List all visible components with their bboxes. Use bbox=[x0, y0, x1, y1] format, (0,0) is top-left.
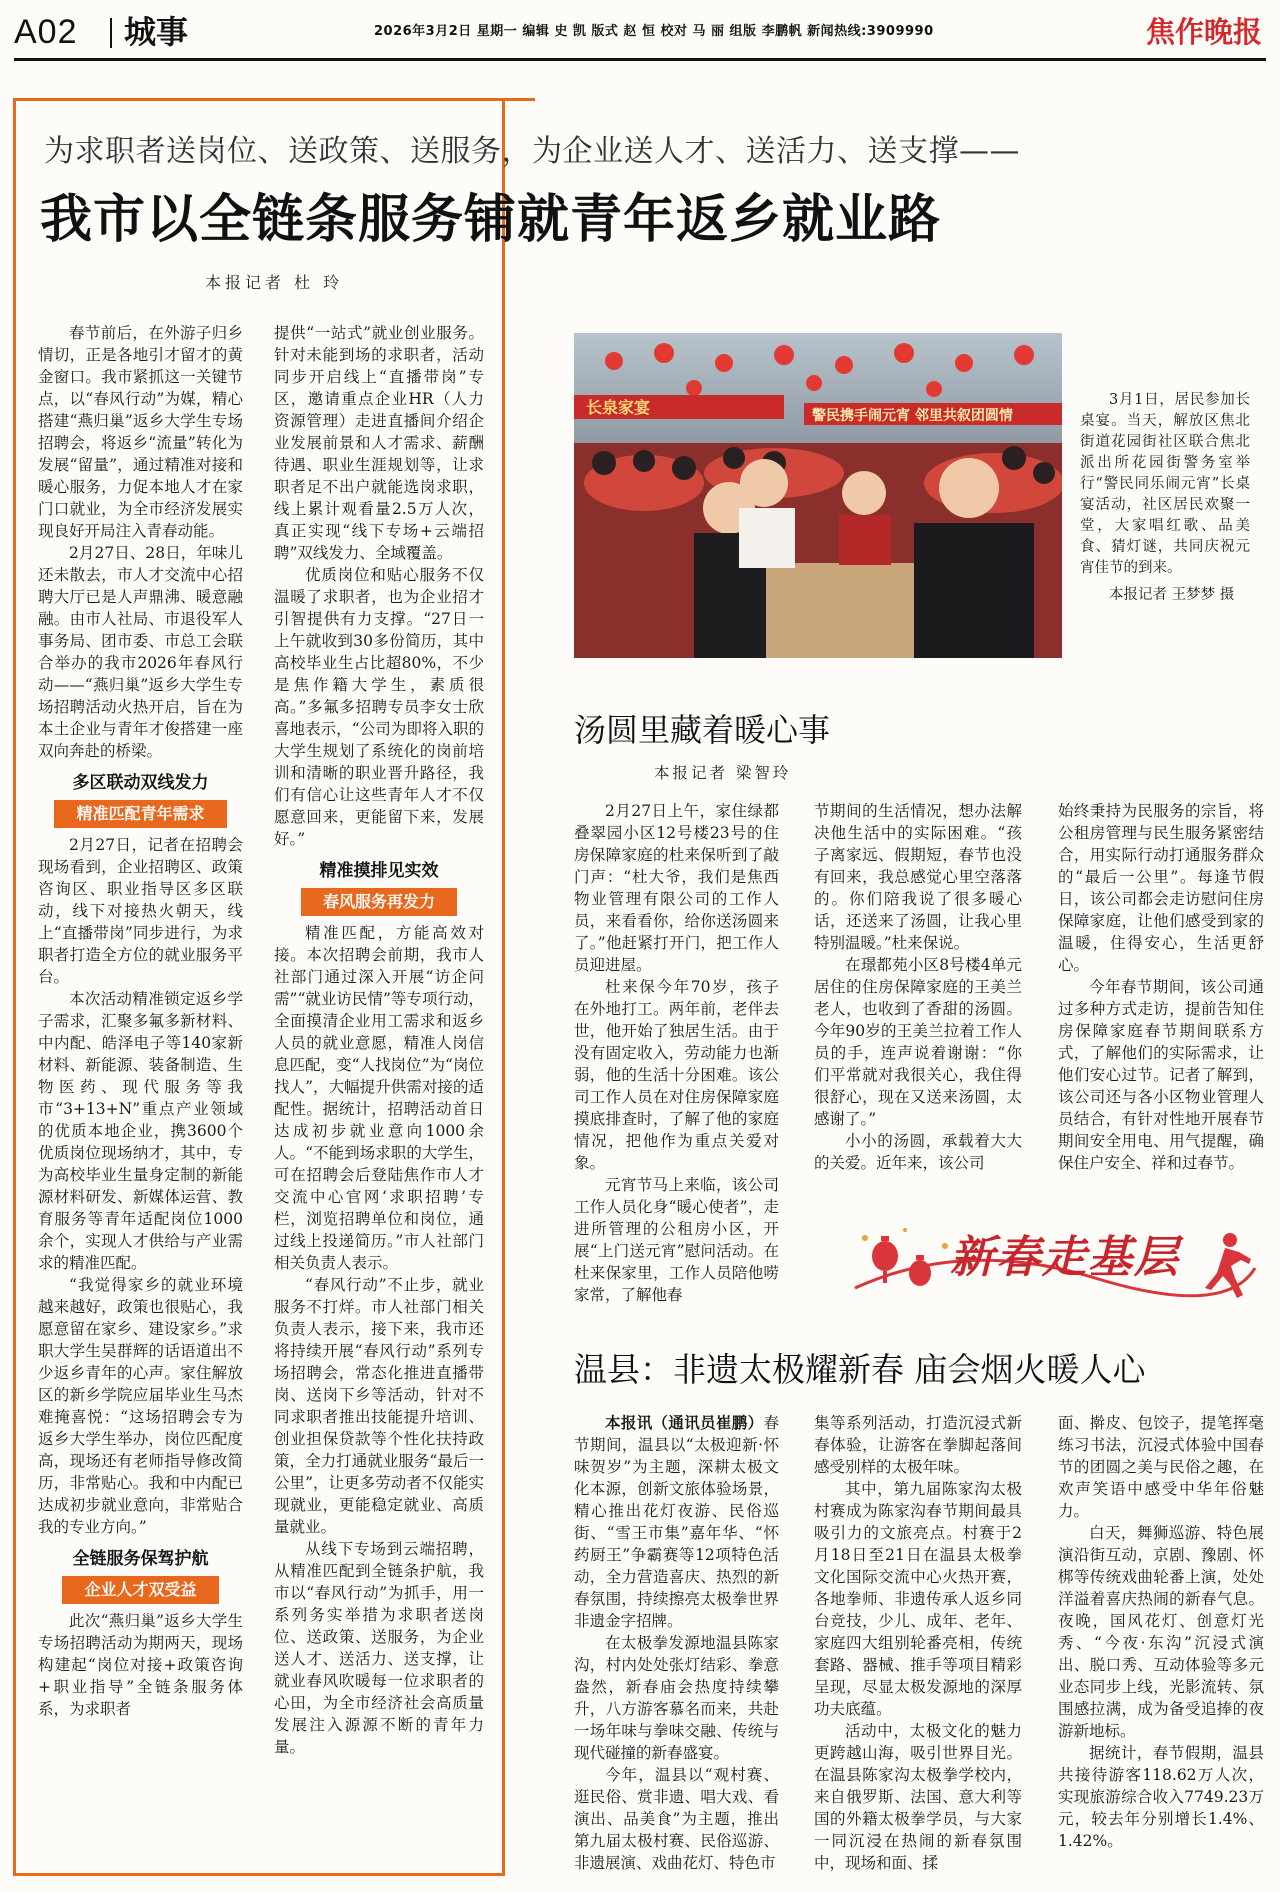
paragraph: 据统计，春节假期，温县共接待游客118.62万人次，实现旅游综合收入7749.23万元，较去年分别增长1.4%、1.42%。 bbox=[1058, 1744, 1264, 1850]
paragraph: 今年，温县以“观村赛、逛民俗、赏非遗、唱大戏、看演出、品美食”为主题，推出第九届太极村赛、民俗巡游、非遗展演、戏曲花灯、特色市 bbox=[574, 1766, 779, 1872]
paragraph: 始终秉持为民服务的宗旨，将公租房管理与民生服务紧密结合，用实际行动打通服务群众的“最后一公里”。每逢节假日，该公司都会走访慰问住房保障家庭，让他们感受到家的温暖，住得安心，生活更舒心。 bbox=[1058, 802, 1264, 974]
subhead-title: 全链服务保驾护航 bbox=[72, 1549, 209, 1569]
subhead bbox=[274, 858, 484, 916]
photo-credit: 本报记者 王梦梦 摄 bbox=[1109, 587, 1235, 603]
wenxian-column-3 bbox=[1058, 1412, 1264, 1852]
paragraph: 从线下专场到云端招聘，从精准匹配到全链条护航，我市以“春风行动”为抓手，用一系列务实举措为求职者送岗位、送政策、送服务，为企业送人才、送活力、送支撑，让就业春风吹暖每一位求职者的心田，为全市经济社会高质量发展注入源源不断的青年力量。 bbox=[274, 1540, 484, 1756]
wenxian-column-2 bbox=[814, 1412, 1022, 1874]
lead-column-1 bbox=[38, 322, 243, 1720]
paragraph: 活动中，太极文化的魅力更跨越山海，吸引世界目光。在温县陈家沟太极拳学校内，来自俄罗斯、法国、意大利等国的外籍太极拳学员，与大家一同沉浸在热闹的新春氛围中，现场和面、揉 bbox=[814, 1722, 1022, 1872]
paragraph: 杜来保今年70岁，孩子在外地打工。两年前，老伴去世，他开始了独居生活。由于没有固定收入，劳动能力也渐弱，他的生活十分困难。该公司工作人员在对住房保障家庭摸底排查时，了解了他的家庭情况，把他作为重点关爱对象。 bbox=[574, 978, 779, 1172]
tangyuan-column-3 bbox=[1058, 800, 1264, 1174]
photo-banner-right-text: 警民携手闹元宵 邻里共叙团圆情 bbox=[812, 408, 1013, 424]
subhead-tag: 春风服务再发力 bbox=[301, 888, 457, 916]
tangyuan-byline: 本报记者 梁智玲 bbox=[654, 764, 792, 782]
photo-caption bbox=[1080, 390, 1250, 606]
paragraph: 此次“燕归巢”返乡大学生专场招聘活动为期两天，现场构建起“岗位对接+政策咨询+职业指导”全链条服务体系，为求职者 bbox=[38, 1612, 243, 1718]
runner-icon bbox=[1205, 1233, 1251, 1298]
paragraph: 精准匹配，方能高效对接。本次招聘会前期，我市人社部门通过深入开展“访企问需”“就业访民情”等专项行动，全面摸清企业用工需求和返乡人员的就业意愿，精准人岗信息匹配，变“人找岗位”为“岗位找人”，大幅提升供需对接的适配性。据统计，招聘活动首日达成初步就业意向1000余人。“不能到场求职的大学生，可在招聘会后登陆焦作市人才交流中心官网‘求职招聘’专栏，浏览招聘单位和岗位，通过线上投递简历。”市人社部门相关负责人表示。 bbox=[274, 924, 484, 1272]
page-header bbox=[14, 12, 1266, 52]
wenxian-headline: 温县：非遗太极耀新春 庙会烟火暖人心 bbox=[574, 1350, 1146, 1389]
paragraph: 在太极拳发源地温县陈家沟，村内处处张灯结彩、拳意盎然，新春庙会热度持续攀升，八方游客慕名而来，共赴一场年味与拳味交融、传统与现代碰撞的新春盛宴。 bbox=[574, 1634, 779, 1762]
tangyuan-column-2 bbox=[814, 800, 1022, 1174]
paragraph: 节期间的生活情况，想办法解决他生活中的实际困难。“孩子离家远、假期短，春节也没有回来，我总感觉心里空落落的。你们陪我说了很多暖心话，还送来了汤圆，让我心里特别温暖。”杜来保说。 bbox=[814, 802, 1022, 952]
paragraph: 小小的汤圆，承载着大大的关爱。近年来，该公司 bbox=[814, 1132, 1022, 1172]
paragraph: 提供“一站式”就业创业服务。针对未能到场的求职者，活动同步开启线上“直播带岗”专区，邀请重点企业HR（人力资源管理）走进直播间介绍企业发展前景和人才需求、薪酬待遇、职业生涯规划等，让求职者足不出户就能选岗求职，线上累计观看量2.5万人次，真正实现“线下专场+云端招聘”双线发力、全域覆盖。 bbox=[274, 324, 484, 562]
paragraph: 2月27日、28日，年味儿还未散去，市人才交流中心招聘大厅已是人声鼎沸、暖意融融。由市人社局、市退役军人事务局、团市委、市总工会联合举办的我市2026年春风行动——“燕归巢”返乡大学生专场招聘活动火热开启，旨在为本土企业与青年才俊搭建一座双向奔赴的桥梁。 bbox=[38, 544, 243, 760]
tangyuan-headline: 汤圆里藏着暖心事 bbox=[574, 711, 831, 749]
subhead-tag: 精准匹配青年需求 bbox=[54, 800, 226, 828]
paragraph-text: 春节期间，温县以“太极迎新·怀味贺岁”为主题，深耕太极文化本源，创新文旅体验场景，精心推出花灯夜游、民俗巡街、“雪王市集”嘉年华、“怀药厨王”争霸赛等12项特色活动，全力营造喜庆、热烈的新春氛围，持续擦亮太极拳世界非遗金字招牌。 bbox=[574, 1414, 779, 1630]
paragraph: 本次活动精准锁定返乡学子需求，汇聚多氟多新材料、中内配、皓泽电子等140家新材料、新能源、装备制造、生物医药、现代服务等我市“3+13+N”重点产业领域的优质本地企业，携3600个优质岗位现场纳才，其中，专为高校毕业生量身定制的新能源材料研发、新媒体运营、教育服务等青年适配岗位1000余个，实现人才供给与产业需求的精准匹配。 bbox=[38, 990, 243, 1272]
paragraph: 在璟都苑小区8号楼4单元居住的住房保障家庭的王美兰老人，也收到了香甜的汤圆。今年90岁的王美兰拉着工作人员的手，连声说着谢谢：“你们平常就对我很关心，我住得很舒心，现在又送来汤圆，太感谢了。” bbox=[814, 956, 1022, 1128]
paragraph: 2月27日，记者在招聘会现场看到，企业招聘区、政策咨询区、职业指导区多区联动，线下对接热火朝天，线上“直播带岗”同步进行，为求职者打造全方位的就业服务平台。 bbox=[38, 836, 243, 986]
column-banner-text: 新春走基层 bbox=[950, 1232, 1180, 1283]
paragraph: “我觉得家乡的就业环境越来越好，政策也很贴心，我愿意留在家乡、建设家乡。”求职大学生吴群辉的话语道出不少返乡青年的心声。家住解放区的新乡学院应届毕业生马杰难掩喜悦：“这场招聘会专为返乡大学生举办，岗位匹配度高，现场还有老师指导修改简历，非常贴心。我和中内配已达成初步就业意向，非常贴合我的专业方向。” bbox=[38, 1276, 243, 1536]
newspaper-logo: 焦作晚报 bbox=[1145, 15, 1262, 49]
section-name: 城事 bbox=[124, 13, 189, 51]
paragraph: 2月27日上午，家住绿都叠翠园小区12号楼23号的住房保障家庭的杜来保听到了敲门声：“杜大爷，我们是焦西物业管理有限公司的工作人员，来看看你，给你送汤圆来了。”他赶紧打开门，把工作人员迎进屋。 bbox=[574, 802, 779, 974]
edition-meta: 2026年3月2日 星期一 编辑 史 凯 版式 赵 恒 校对 马 丽 组版 李鹏帆 新闻热线:3909990 bbox=[374, 24, 934, 39]
header-rule bbox=[14, 58, 1266, 61]
paragraph: “春风行动”不止步，就业服务不打烊。市人社部门相关负责人表示，接下来，我市还将持续开展“春风行动”系列专场招聘会，常态化推进直播带岗、送岗下乡等活动，针对不同求职者推出技能提升培训、创业担保贷款等个性化扶持政策，全力打通就业服务“最后一公里”，让更多劳动者不仅能实现就业，更能稳定就业、高质量就业。 bbox=[274, 1276, 484, 1536]
subhead-title: 多区联动双线发力 bbox=[72, 773, 209, 793]
lead-byline: 本报记者 杜 玲 bbox=[205, 273, 344, 292]
subhead bbox=[38, 1546, 243, 1604]
paragraph: 面、擀皮、包饺子，提笔挥毫练习书法，沉浸式体验中国春节的团圆之美与民俗之趣，在欢声笑语中感受中华年俗魅力。 bbox=[1058, 1414, 1264, 1520]
paragraph: 集等系列活动，打造沉浸式新春体验，让游客在拳脚起落间感受别样的太极年味。 bbox=[814, 1414, 1022, 1476]
news-photo bbox=[574, 333, 1062, 658]
page-number: A02 bbox=[14, 13, 78, 51]
paragraph: 白天，舞狮巡游、特色展演沿街互动，京剧、豫剧、怀梆等传统戏曲轮番上演，处处洋溢着喜庆热闹的新春气息。夜晚，国风花灯、创意灯光秀、“今夜·东沟”沉浸式演出、脱口秀、互动体验等多元业态同步上线，光影流转、氛围感拉满，成为备受追捧的夜游新地标。 bbox=[1058, 1524, 1264, 1740]
subhead-tag: 企业人才双受益 bbox=[62, 1576, 218, 1604]
paragraph: 其中，第九届陈家沟太极村赛成为陈家沟春节期间最具吸引力的文旅亮点。村赛于2月18日至21日在温县太极拳文化国际交流中心火热开赛，各地拳师、非遗传承人返乡同台竞技，少儿、成年、老年、家庭四大组别轮番亮相，传统套路、器械、推手等项目精彩呈现，尽显太极发源地的深厚功夫底蕴。 bbox=[814, 1480, 1022, 1718]
paragraph: 元宵节马上来临，该公司工作人员化身“暖心使者”，走进所管理的公租房小区，开展“上门送元宵”慰问活动。在杜来保家里，工作人员陪他唠家常，了解他春 bbox=[574, 1176, 779, 1304]
subhead-title: 精准摸排见实效 bbox=[319, 861, 439, 881]
lead-column-2 bbox=[274, 322, 484, 1758]
photo-illustration bbox=[574, 333, 1062, 658]
wenxian-column-1 bbox=[574, 1412, 779, 1874]
paragraph: 春节前后，在外游子归乡情切，正是各地引才留才的黄金窗口。我市紧抓这一关键节点，以“春风行动”为媒，精心搭建“燕归巢”返乡大学生专场招聘会，将返乡“流量”转化为发展“留量”，通过精准对接和暖心服务，力促本地人才在家门口就业，为全市经济发展实现良好开局注入青春动能。 bbox=[38, 324, 243, 540]
photo-banner-left-text: 长泉家宴 bbox=[586, 398, 651, 417]
paragraph: 优质岗位和贴心服务不仅温暖了求职者，也为企业招才引智提供有力支撑。“27日一上午就收到30多份简历，其中高校毕业生占比超80%，不少是焦作籍大学生，素质很高。”多氟多招聘专员李女士欣喜地表示，“公司为即将入职的大学生规划了系统化的岗前培训和清晰的职业晋升路径，我们有信心让这些青年人才不仅愿意回来，更能留下来，发展好。” bbox=[274, 566, 484, 848]
caption-text: 3月1日，居民参加长桌宴。当天，解放区焦北街道花园街社区联合焦北派出所花园街警务室举行“警民同乐闹元宵”长桌宴活动，社区居民欢聚一堂，大家唱红歌、品美食、猜灯谜，共同庆祝元宵佳节的到来。 bbox=[1080, 392, 1250, 576]
subhead bbox=[38, 770, 243, 828]
lead-headline: 我市以全链条服务铺就青年返乡就业路 bbox=[40, 190, 942, 250]
lead-story-top-rule bbox=[13, 98, 535, 101]
tangyuan-column-1 bbox=[574, 800, 779, 1306]
lead-deck: 为求职者送岗位、送政策、送服务，为企业送人才、送活力、送支撑—— bbox=[44, 134, 1020, 169]
paragraph bbox=[574, 1412, 779, 1632]
header-divider bbox=[110, 18, 112, 48]
paragraph: 今年春节期间，该公司通过多种方式走访，提前告知住房保障家庭春节期间联系方式，了解他们的实际需求，让他们安心过节。记者了解到，该公司还与各小区物业管理人员结合，有针对性地开展春节期间安全用电、用气提醒，确保住户安全、祥和过春节。 bbox=[1058, 978, 1264, 1172]
dateline: 本报讯（通讯员崔鹏） bbox=[605, 1413, 764, 1432]
